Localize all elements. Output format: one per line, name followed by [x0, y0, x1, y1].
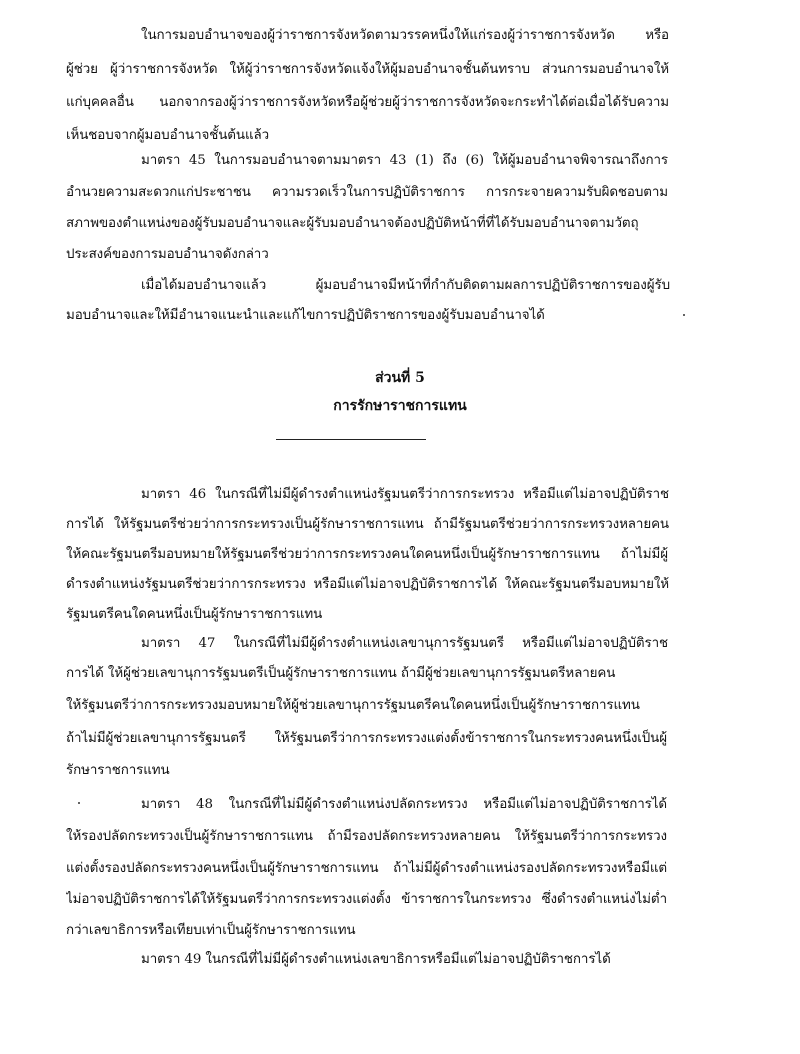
- section-46-line-1: มาตรา 46 ในกรณีที่ไม่มีผู้ดำรงตำแหน่งรัฐมนตรีว่าการกระทรวง หรือมีแต่ไม่อาจปฏิบัติราช: [141, 487, 669, 502]
- section-48-line-4: ไม่อาจปฏิบัติราชการได้ให้รัฐมนตรีว่าการกระทรวงแต่งตั้ง ข้าราชการในกระทรวง ซึ่งดำรงตำแหน่งไม่ต่ำ: [66, 892, 667, 907]
- section-47-line-5: รักษาราชการแทน: [66, 763, 170, 778]
- heading-underline: [276, 439, 426, 440]
- scan-speck: [78, 802, 80, 804]
- section-48-line-5: กว่าเลขาธิการหรือเทียบเท่าเป็นผู้รักษาราชการแทน: [66, 923, 356, 938]
- section-45-line-2: อำนวยความสะดวกแก่ประชาชน ความรวดเร็วในการปฏิบัติราชการ การกระจายความรับผิดชอบตาม: [66, 185, 668, 200]
- section-46-line-5: รัฐมนตรีคนใดคนหนึ่งเป็นผู้รักษาราชการแทน: [66, 607, 323, 622]
- section-48-line-2: ให้รองปลัดกระทรวงเป็นผู้รักษาราชการแทน ถ้ามีรองปลัดกระทรวงหลายคน ให้รัฐมนตรีว่าการกระทรวง: [66, 829, 667, 844]
- section-45-para-2-line-1: เมื่อได้มอบอำนาจแล้ว ผู้มอบอำนาจมีหน้าที่กำกับติดตามผลการปฏิบัติราชการของผู้รับ: [141, 278, 670, 293]
- section-48-line-1: มาตรา 48 ในกรณีที่ไม่มีผู้ดำรงตำแหน่งปลัดกระทรวง หรือมีแต่ไม่อาจปฏิบัติราชการได้: [141, 797, 667, 812]
- scan-speck: [683, 314, 685, 316]
- part-number-heading: ส่วนที่ 5: [375, 370, 425, 386]
- section-45-line-1: มาตรา 45 ในการมอบอำนาจตามมาตรา 43 (1) ถึง (6) ให้ผู้มอบอำนาจพิจารณาถึงการ: [141, 153, 668, 168]
- section-46-line-2: การได้ ให้รัฐมนตรีช่วยว่าการกระทรวงเป็นผู้รักษาราชการแทน ถ้ามีรัฐมนตรีช่วยว่าการกระทรวงหลายคน: [66, 517, 669, 532]
- section-46-line-3: ให้คณะรัฐมนตรีมอบหมายให้รัฐมนตรีช่วยว่าการกระทรวงคนใดคนหนึ่งเป็นผู้รักษาราชการแทน ถ้าไม่มีผู้: [66, 547, 668, 562]
- section-47-line-3: ให้รัฐมนตรีว่าการกระทรวงมอบหมายให้ผู้ช่วยเลขานุการรัฐมนตรีคนใดคนหนึ่งเป็นผู้รักษาราชการแทน: [66, 698, 640, 713]
- paragraph-1-line-2: ผู้ช่วย ผู้ว่าราชการจังหวัด ให้ผู้ว่าราชการจังหวัดแจ้งให้ผู้มอบอำนาจชั้นต้นทราบ ส่วนการมอบอำนาจให้: [66, 62, 669, 77]
- section-45-line-4: ประสงค์ของการมอบอำนาจดังกล่าว: [66, 247, 269, 262]
- section-47-line-1: มาตรา 47 ในกรณีที่ไม่มีผู้ดำรงตำแหน่งเลขานุการรัฐมนตรี หรือมีแต่ไม่อาจปฏิบัติราช: [141, 636, 668, 651]
- paragraph-1-line-3: แก่บุคคลอื่น นอกจากรองผู้ว่าราชการจังหวัดหรือผู้ช่วยผู้ว่าราชการจังหวัดจะกระทำได้ต่อเมื่อได้รับความ: [66, 95, 669, 110]
- section-46-line-4: ดำรงตำแหน่งรัฐมนตรีช่วยว่าการกระทรวง หรือมีแต่ไม่อาจปฏิบัติราชการได้ ให้คณะรัฐมนตรีมอบหมายให้: [66, 577, 669, 592]
- section-48-line-3: แต่งตั้งรองปลัดกระทรวงคนหนึ่งเป็นผู้รักษาราชการแทน ถ้าไม่มีผู้ดำรงตำแหน่งรองปลัดกระทรวงหรือมีแต่: [66, 861, 667, 876]
- section-47-line-4: ถ้าไม่มีผู้ช่วยเลขานุการรัฐมนตรี ให้รัฐมนตรีว่าการกระทรวงแต่งตั้งข้าราชการในกระทรวงคนหนึ่งเป็นผู้: [66, 731, 667, 746]
- section-45-para-2-line-2: มอบอำนาจและให้มีอำนาจแนะนำและแก้ไขการปฏิบัติราชการของผู้รับมอบอำนาจได้: [66, 308, 545, 323]
- paragraph-1-line-1: ในการมอบอำนาจของผู้ว่าราชการจังหวัดตามวรรคหนึ่งให้แก่รองผู้ว่าราชการจังหวัด หรือ: [141, 28, 669, 43]
- section-45-line-3: สภาพของตำแหน่งของผู้รับมอบอำนาจและผู้รับมอบอำนาจต้องปฏิบัติหน้าที่ที่ได้รับมอบอำนาจตามวัตถุ: [66, 216, 639, 231]
- paragraph-1-line-4: เห็นชอบจากผู้มอบอำนาจชั้นต้นแล้ว: [66, 128, 270, 143]
- part-title-heading: การรักษาราชการแทน: [333, 398, 467, 414]
- section-47-line-2: การได้ ให้ผู้ช่วยเลขานุการรัฐมนตรีเป็นผู้รักษาราชการแทน ถ้ามีผู้ช่วยเลขานุการรัฐมนตรีหลายคน: [66, 666, 616, 681]
- section-49-line-1: มาตรา 49 ในกรณีที่ไม่มีผู้ดำรงตำแหน่งเลขาธิการหรือมีแต่ไม่อาจปฏิบัติราชการได้: [141, 952, 611, 967]
